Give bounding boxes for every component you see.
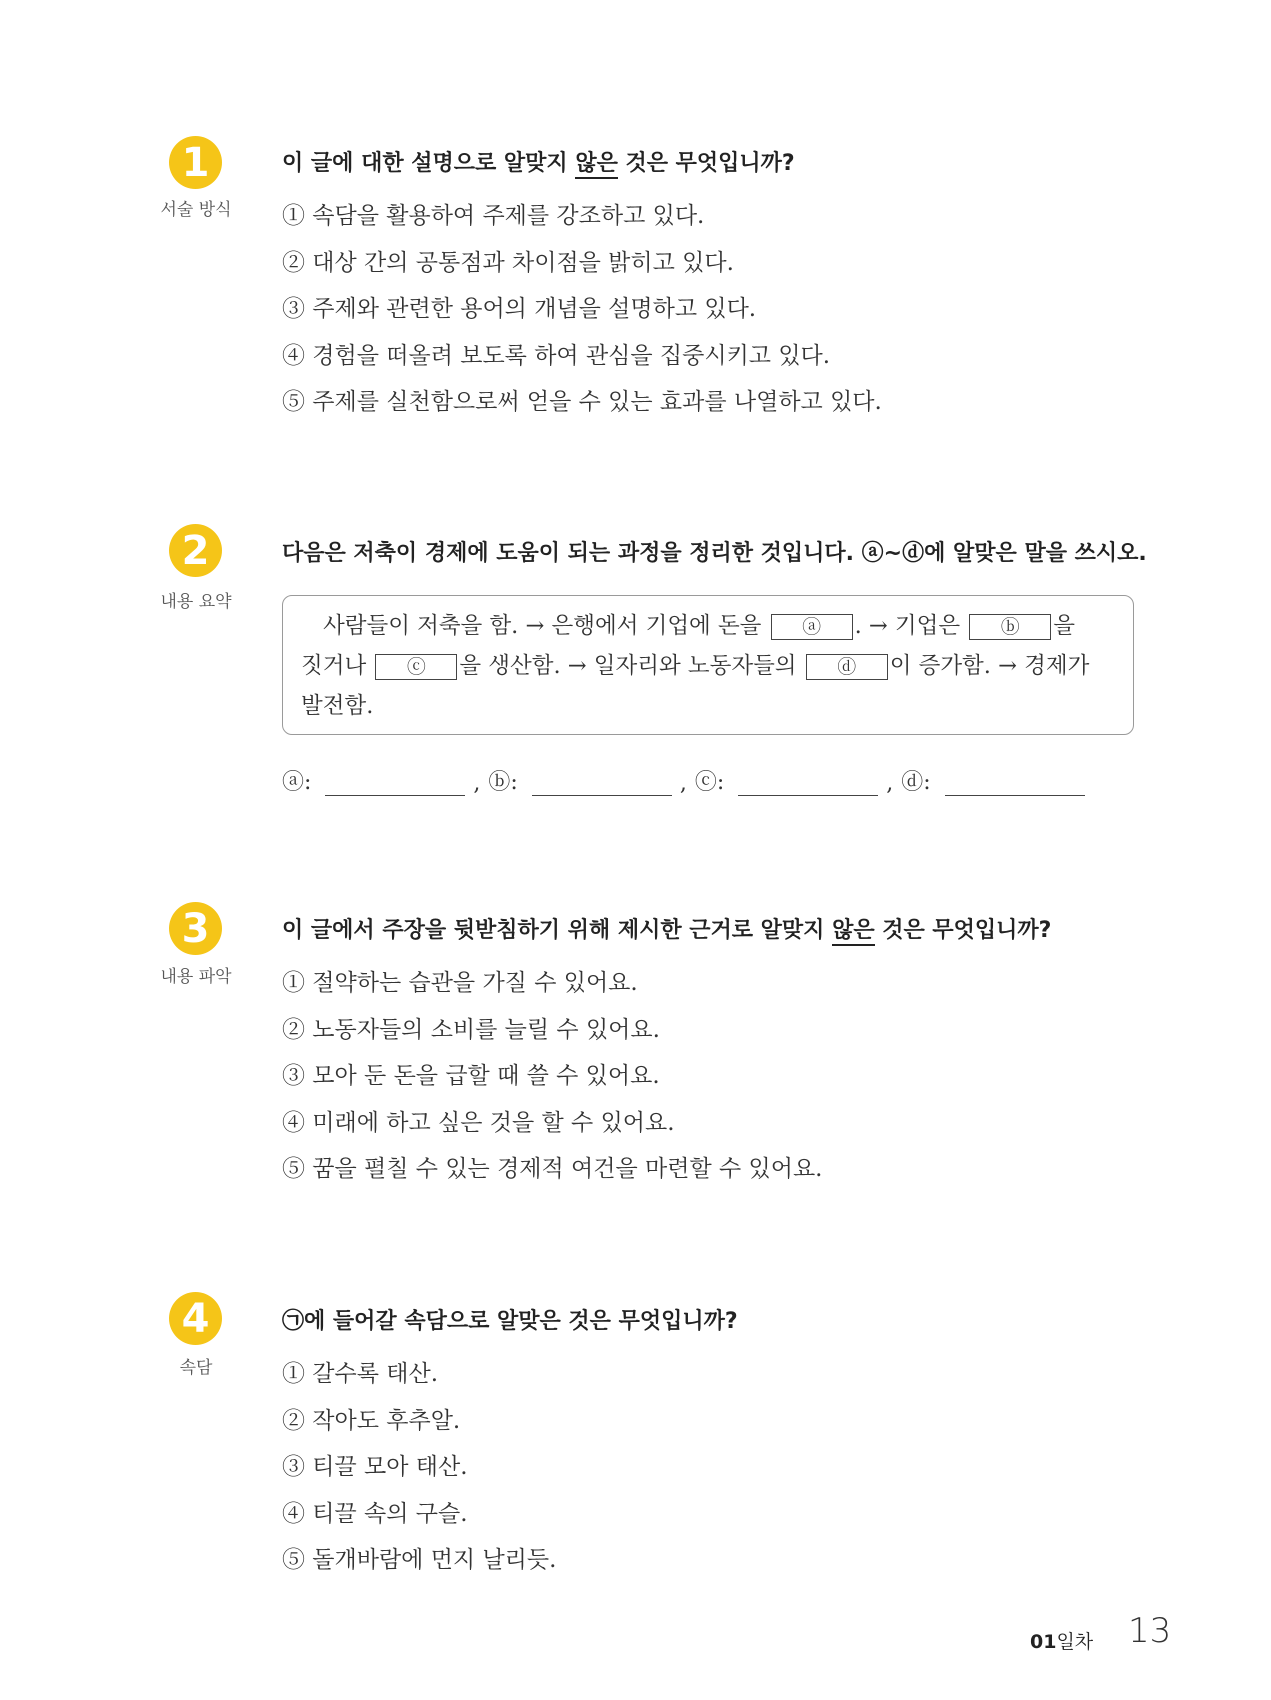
answer-label: ⓐ: (282, 770, 312, 795)
question-category: 내용 파악 (160, 967, 232, 987)
underlined-emphasis: 않은 (832, 918, 875, 946)
blank-c: ⓒ (375, 654, 457, 680)
choice-item[interactable]: ③ 주제와 관련한 용어의 개념을 설명하고 있다. (282, 296, 757, 322)
blank-b: ⓑ (969, 614, 1051, 640)
question-text: ㉠에 들어갈 속담으로 알맞은 것은 무엇입니까? (282, 1309, 738, 1334)
choice-item[interactable]: ① 절약하는 습관을 가질 수 있어요. (282, 970, 638, 996)
page-number: 13 (1128, 1611, 1172, 1651)
choice-item[interactable]: ④ 경험을 떠올려 보도록 하여 관심을 집중시키고 있다. (282, 342, 831, 369)
choice-item[interactable]: ② 작아도 후추알. (282, 1407, 461, 1434)
choice-item[interactable]: ⑤ 꿈을 펼칠 수 있는 경제적 여건을 마련할 수 있어요. (282, 1156, 823, 1182)
choice-list (282, 1351, 556, 1584)
summary-line-3: 발전함. (301, 693, 374, 719)
question-number-badge: 3 (169, 902, 222, 955)
question-category: 서술 방식 (160, 200, 232, 220)
summary-line-2: 짓거나 ⓒ 을 생산함. → 일자리와 노동자들의 ⓓ 이 증가함. → 경제가 (301, 653, 1090, 679)
answer-line-d[interactable] (945, 771, 1085, 796)
underlined-emphasis: 않은 (575, 151, 618, 179)
question-category: 속담 (179, 1358, 213, 1378)
question-number-badge: 2 (169, 524, 222, 577)
answer-label: ⓑ: (488, 770, 518, 795)
answer-line-a[interactable] (325, 771, 465, 796)
question-category: 내용 요약 (160, 592, 232, 612)
question-text: 이 글에 대한 설명으로 알맞지 않은 것은 무엇입니까? (282, 146, 795, 177)
choice-item[interactable]: ④ 티끌 속의 구슬. (282, 1500, 468, 1527)
choice-item[interactable]: ③ 티끌 모아 태산. (282, 1454, 468, 1480)
answer-label: ⓓ: (901, 770, 931, 795)
question-number-badge: 4 (169, 1292, 222, 1345)
choice-item[interactable]: ② 대상 간의 공통점과 차이점을 밝히고 있다. (282, 249, 734, 276)
choice-item[interactable]: ② 노동자들의 소비를 늘릴 수 있어요. (282, 1016, 660, 1043)
question-text: 이 글에서 주장을 뒷받침하기 위해 제시한 근거로 알맞지 않은 것은 무엇입니까? (282, 913, 1051, 944)
choice-list (282, 193, 882, 426)
choice-item[interactable]: ⑤ 주제를 실천함으로써 얻을 수 있는 효과를 나열하고 있다. (282, 389, 882, 415)
choice-item[interactable]: ⑤ 돌개바람에 먼지 날리듯. (282, 1547, 557, 1573)
choice-item[interactable]: ③ 모아 둔 돈을 급할 때 쓸 수 있어요. (282, 1063, 660, 1089)
choice-item[interactable]: ④ 미래에 하고 싶은 것을 할 수 있어요. (282, 1109, 675, 1136)
choice-item[interactable]: ① 속담을 활용하여 주제를 강조하고 있다. (282, 203, 705, 229)
blank-d: ⓓ (806, 654, 888, 680)
question-text: 다음은 저축이 경제에 도움이 되는 과정을 정리한 것입니다. ⓐ~ⓓ에 알맞은 말을 쓰시오. (282, 541, 1147, 566)
answer-line-b[interactable] (532, 771, 672, 796)
summary-box (282, 595, 1134, 735)
question-number-badge: 1 (169, 136, 222, 189)
choice-list (282, 960, 822, 1193)
answer-line-c[interactable] (738, 771, 878, 796)
day-label: 01일차 (1030, 1631, 1094, 1653)
summary-line-1: 사람들이 저축을 함. → 은행에서 기업에 돈을 ⓐ . → 기업은 ⓑ 을 (323, 613, 1075, 639)
answer-label: ⓒ: (694, 770, 725, 795)
blank-a: ⓐ (771, 614, 853, 640)
answer-blanks: ⓐ: , ⓑ: , ⓒ: , ⓓ: (282, 760, 1101, 796)
choice-item[interactable]: ① 갈수록 태산. (282, 1361, 439, 1387)
